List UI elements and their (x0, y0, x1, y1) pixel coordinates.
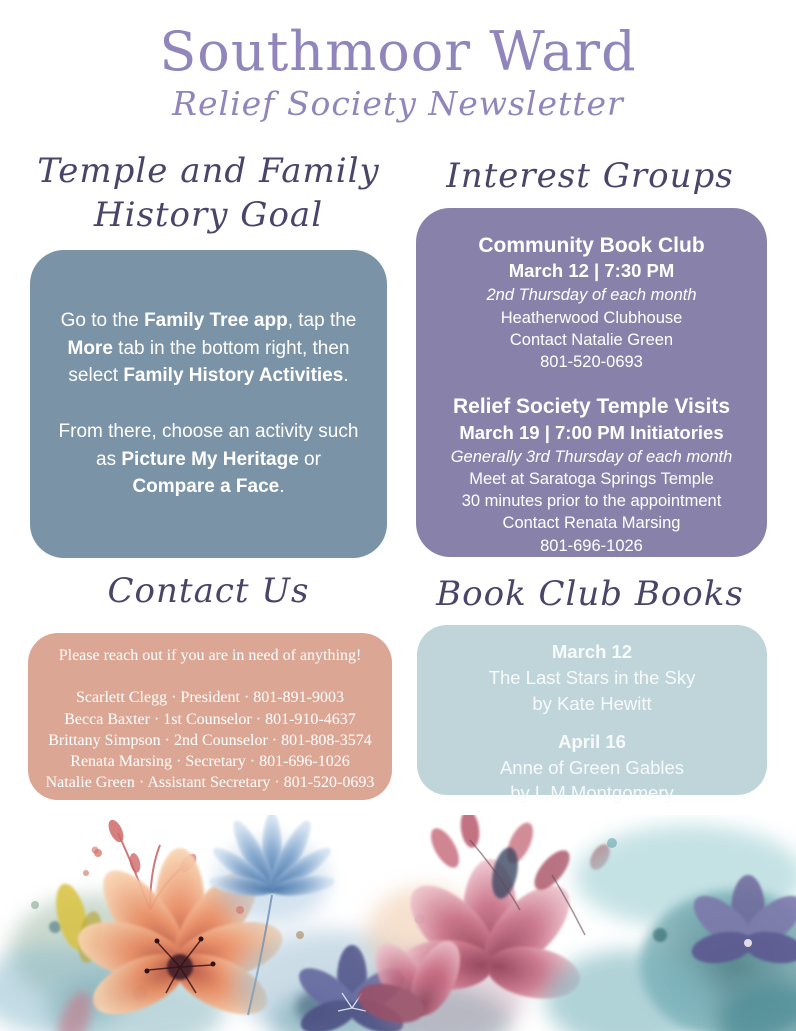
event-title: Relief Society Temple Visits (453, 395, 730, 419)
event-location: Meet at Saratoga Springs Temple (469, 469, 714, 488)
book-title: The Last Stars in the Sky (488, 666, 696, 688)
event-temple-visits (416, 393, 767, 557)
event-recurrence: Generally 3rd Thursday of each month (450, 447, 733, 466)
contact-row: Scarlett Clegg · President · 801-891-9003 (76, 689, 344, 707)
contact-row: Natalie Green · Assistant Secretary · 801-520-0693 (45, 774, 375, 792)
event-contact: Contact Natalie Green (509, 330, 674, 349)
temple-goal-card (30, 250, 387, 558)
book-club-card (417, 625, 767, 804)
contact-us-heading: Contact Us (107, 571, 310, 611)
contact-row: Becca Baxter · 1st Counselor · 801-910-4637 (64, 710, 356, 728)
event-datetime: March 12 | 7:30 PM (508, 260, 675, 282)
contact-us-card (28, 633, 392, 800)
newsletter-subtitle: Relief Society Newsletter (172, 84, 624, 123)
event-phone: 801-696-1026 (540, 536, 643, 555)
event-contact: Contact Renata Marsing (502, 514, 681, 533)
temple-goal-heading-line2: History Goal (93, 194, 324, 235)
event-detail: 30 minutes prior to the appointment (461, 492, 722, 511)
watercolor-flowers-image (0, 815, 796, 1031)
event-phone: 801-520-0693 (540, 353, 643, 372)
book-date: March 12 (551, 641, 633, 662)
book-author: by L.M.Montgomery (510, 782, 674, 804)
book-title: Anne of Green Gables (499, 756, 685, 778)
event-community-book-club (416, 232, 767, 373)
event-recurrence: 2nd Thursday of each month (486, 286, 697, 305)
temple-goal-paragraph-1: Go to the Family Tree app, tap the More tab in the bottom right, then select Family History Activities. (60, 310, 357, 387)
event-title: Community Book Club (478, 234, 705, 257)
event-location: Heatherwood Clubhouse (500, 308, 683, 327)
contact-row: Renata Marsing · Secretary · 801-696-1026 (70, 753, 350, 771)
temple-goal-heading (30, 150, 387, 237)
contact-intro: Please reach out if you are in need of anything! (58, 647, 362, 664)
contact-row: Brittany Simpson · 2nd Counselor · 801-808-3574 (48, 731, 372, 749)
contact-list (28, 687, 392, 793)
interest-groups-card (416, 208, 767, 557)
book-club-heading: Book Club Books (436, 574, 744, 614)
book-author: by Kate Hewitt (532, 692, 652, 714)
event-datetime: March 19 | 7:00 PM Initiatories (459, 421, 724, 443)
book-entry (417, 729, 767, 807)
book-date: April 16 (558, 730, 626, 752)
book-entry (417, 639, 767, 717)
temple-goal-heading-line1: Temple and Family (37, 151, 380, 191)
interest-groups-heading: Interest Groups (446, 156, 734, 196)
temple-goal-paragraph-2: From there, choose an activity such as Picture My Heritage or Compare a Face. (58, 421, 359, 498)
newsletter-title: Southmoor Ward (159, 20, 637, 83)
